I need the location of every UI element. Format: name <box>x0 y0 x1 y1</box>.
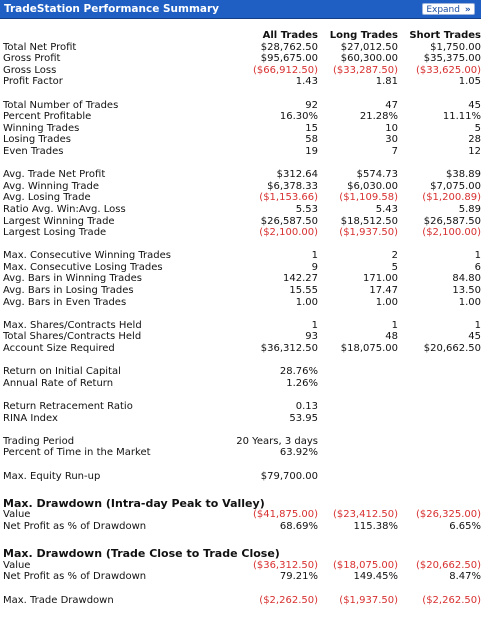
value-all-trades: 58 <box>305 134 318 146</box>
spacer-cell <box>0 308 481 320</box>
value-all-trades: 19 <box>305 145 318 157</box>
row-label: Max. Shares/Contracts Held <box>3 319 142 331</box>
row-label: Net Profit as % of Drawdown <box>3 571 147 583</box>
value-long-trades: ($23,412.50) <box>332 509 398 521</box>
chevron-down-icon: » <box>464 5 471 15</box>
table-row <box>0 343 481 355</box>
value-all-trades: $6,378.33 <box>267 180 318 192</box>
table-row <box>0 262 481 274</box>
value-all-trades: ($1,153.66) <box>259 192 318 204</box>
value-all-trades: $26,587.50 <box>260 215 318 227</box>
row-label: Avg. Trade Net Profit <box>3 169 106 181</box>
value-short-trades: $26,587.50 <box>423 215 481 227</box>
value-long-trades <box>318 378 398 390</box>
table-row <box>0 273 481 285</box>
row-label: Largest Winning Trade <box>3 215 115 227</box>
row-label: Avg. Bars in Even Trades <box>3 296 127 308</box>
value-all-trades: $79,700.00 <box>260 470 318 482</box>
value-long-trades: ($1,109.58) <box>339 192 398 204</box>
value-short-trades: 6.65% <box>449 520 481 532</box>
value-short-trades <box>398 447 481 459</box>
table-row <box>0 146 481 158</box>
value-long-trades: 149.45% <box>353 571 398 583</box>
value-short-trades: 1 <box>474 319 481 331</box>
value-short-trades: ($2,100.00) <box>422 227 481 239</box>
row-label: Profit Factor <box>3 76 63 88</box>
value-short-trades <box>398 378 481 390</box>
table-row <box>0 521 481 533</box>
spacer-cell <box>0 583 481 595</box>
value-all-trades: 79.21% <box>279 571 318 583</box>
value-long-trades: $574.73 <box>356 169 398 181</box>
table-row <box>0 413 481 425</box>
value-all-trades: 53.95 <box>289 412 318 424</box>
row-label: Percent of Time in the Market <box>3 447 151 459</box>
table-row <box>0 111 481 123</box>
table-row <box>0 216 481 228</box>
table-row <box>0 42 481 54</box>
row-label: Total Number of Trades <box>3 99 119 111</box>
spacer-row <box>0 355 481 367</box>
row-label: Return Retracement Ratio <box>3 401 133 412</box>
spacer-cell <box>0 424 481 436</box>
value-long-trades: 5 <box>391 261 398 273</box>
value-short-trades: $1,750.00 <box>430 41 481 53</box>
value-short-trades: 6 <box>474 261 481 273</box>
table-row <box>0 378 481 390</box>
value-short-trades: 5.89 <box>458 203 481 215</box>
value-all-trades: ($2,100.00) <box>259 227 318 239</box>
value-long-trades: 115.38% <box>353 520 398 532</box>
value-long-trades: 2 <box>391 250 398 262</box>
row-label: Total Net Profit <box>3 41 77 53</box>
value-long-trades: $18,075.00 <box>340 343 398 355</box>
value-long-trades: 171.00 <box>363 273 398 285</box>
table-row <box>0 285 481 297</box>
value-long-trades: 5.43 <box>375 203 398 215</box>
spacer-cell <box>0 158 481 170</box>
title-bar <box>0 0 481 19</box>
value-short-trades: 5 <box>474 122 481 134</box>
value-short-trades <box>398 366 481 378</box>
table-row <box>0 53 481 65</box>
expand-label: Expand <box>426 5 460 15</box>
row-label: Annual Rate of Return <box>3 377 114 389</box>
value-all-trades: 1 <box>311 319 318 331</box>
value-long-trades: $6,030.00 <box>347 180 398 192</box>
row-label: Percent Profitable <box>3 111 92 123</box>
row-label: Avg. Losing Trade <box>3 192 91 204</box>
value-long-trades: 17.47 <box>369 285 398 297</box>
spacer-row <box>0 424 481 436</box>
value-all-trades: ($41,875.00) <box>252 509 318 521</box>
spacer-row <box>0 533 481 545</box>
value-long-trades: 1 <box>391 319 398 331</box>
row-label: Total Shares/Contracts Held <box>3 331 142 343</box>
value-short-trades <box>398 413 481 425</box>
table-row <box>0 123 481 135</box>
row-label: Return on Initial Capital <box>3 366 121 378</box>
table-row <box>0 571 481 583</box>
value-short-trades: 28 <box>468 134 481 146</box>
value-long-trades: 1.00 <box>375 296 398 308</box>
column-header-short-trades: Short Trades <box>409 30 481 41</box>
value-all-trades: ($36,312.50) <box>252 559 318 571</box>
value-short-trades: ($1,200.89) <box>422 192 481 204</box>
row-label: Max. Equity Run-up <box>3 470 101 482</box>
value-short-trades: ($33,625.00) <box>415 64 481 76</box>
spacer-cell <box>0 482 481 494</box>
value-long-trades: 47 <box>385 99 398 111</box>
row-label: Avg. Winning Trade <box>3 180 100 192</box>
row-label: Ratio Avg. Win:Avg. Loss <box>3 203 126 215</box>
spacer-row <box>0 88 481 100</box>
table-row <box>0 297 481 309</box>
row-label: Winning Trades <box>3 122 80 134</box>
table-row <box>0 192 481 204</box>
value-all-trades: 93 <box>305 331 318 343</box>
value-all-trades: 1.00 <box>295 296 318 308</box>
value-short-trades: ($2,262.50) <box>422 594 481 606</box>
value-short-trades: 13.50 <box>452 285 481 297</box>
value-long-trades: ($18,075.00) <box>332 559 398 571</box>
value-long-trades <box>318 366 398 378</box>
row-label: Net Profit as % of Drawdown <box>3 520 147 532</box>
value-all-trades: 20 Years, 3 days <box>236 435 318 447</box>
row-label: Max. Consecutive Losing Trades <box>3 261 163 273</box>
value-all-trades: 1 <box>311 250 318 262</box>
row-label: Value <box>3 509 31 521</box>
row-label: Largest Losing Trade <box>3 227 107 239</box>
row-label: Max. Consecutive Winning Trades <box>3 250 171 262</box>
spacer-cell <box>0 459 481 471</box>
spacer-cell <box>0 239 481 251</box>
value-long-trades: $27,012.50 <box>340 41 398 53</box>
value-all-trades: 68.69% <box>279 520 318 532</box>
value-all-trades: 1.26% <box>286 377 318 389</box>
row-label: Value <box>3 559 31 571</box>
window-title: TradeStation Performance Summary <box>4 3 220 15</box>
row-label: Trading Period <box>3 435 75 447</box>
table-row <box>0 509 481 521</box>
row-label: Losing Trades <box>3 134 71 146</box>
row-label: Gross Loss <box>3 64 57 76</box>
value-all-trades: 1.43 <box>295 76 318 88</box>
value-short-trades: 1.05 <box>458 76 481 88</box>
value-all-trades: 15.55 <box>289 285 318 297</box>
row-label: RINA Index <box>3 412 58 424</box>
value-long-trades: 10 <box>385 122 398 134</box>
spacer-row <box>0 482 481 494</box>
value-short-trades: 11.11% <box>442 111 481 123</box>
section-heading-row <box>0 494 481 510</box>
value-all-trades: 92 <box>305 99 318 111</box>
section-heading-row <box>0 544 481 560</box>
row-label: Avg. Bars in Winning Trades <box>3 273 143 285</box>
row-label: Avg. Bars in Losing Trades <box>3 285 134 297</box>
spacer-cell <box>0 389 481 401</box>
value-short-trades <box>398 436 481 448</box>
value-long-trades: ($1,937.50) <box>339 227 398 239</box>
value-short-trades: $35,375.00 <box>423 53 481 65</box>
spacer-cell <box>0 533 481 545</box>
section-heading: Max. Drawdown (Intra-day Peak to Valley) <box>3 496 265 510</box>
value-all-trades: $312.64 <box>276 169 318 181</box>
value-long-trades: 1.81 <box>375 76 398 88</box>
value-long-trades <box>318 436 398 448</box>
spacer-cell <box>0 355 481 367</box>
value-all-trades: 5.53 <box>295 203 318 215</box>
value-all-trades: 63.92% <box>279 447 318 459</box>
row-label: Even Trades <box>3 145 64 157</box>
value-long-trades <box>318 471 398 483</box>
performance-table <box>0 30 481 606</box>
table-row <box>0 320 481 332</box>
value-short-trades: 45 <box>468 99 481 111</box>
value-long-trades <box>318 401 398 413</box>
table-row <box>0 560 481 572</box>
value-all-trades: 28.76% <box>279 366 318 378</box>
row-label: Gross Profit <box>3 53 61 65</box>
value-long-trades: 30 <box>385 134 398 146</box>
value-long-trades <box>318 413 398 425</box>
value-short-trades <box>398 401 481 413</box>
table-row <box>0 76 481 88</box>
value-long-trades: $60,300.00 <box>340 53 398 65</box>
spacer-row <box>0 389 481 401</box>
value-all-trades: $36,312.50 <box>260 343 318 355</box>
value-short-trades: $38.89 <box>446 169 481 181</box>
value-all-trades: 16.30% <box>279 111 318 123</box>
value-short-trades <box>398 471 481 483</box>
value-short-trades: $20,662.50 <box>423 343 481 355</box>
column-header-all-trades: All Trades <box>262 30 318 41</box>
column-header-long-trades: Long Trades <box>329 30 398 41</box>
value-long-trades: $18,512.50 <box>340 215 398 227</box>
spacer-row <box>0 308 481 320</box>
value-all-trades: ($66,912.50) <box>252 64 318 76</box>
table-row <box>0 100 481 112</box>
spacer-cell <box>0 88 481 100</box>
value-all-trades: $95,675.00 <box>260 53 318 65</box>
value-short-trades: 45 <box>468 331 481 343</box>
value-long-trades <box>318 447 398 459</box>
table-row <box>0 366 481 378</box>
table-row <box>0 204 481 216</box>
column-header-label <box>0 30 183 42</box>
value-short-trades: 12 <box>468 145 481 157</box>
spacer-row <box>0 459 481 471</box>
table-row <box>0 331 481 343</box>
table-row <box>0 436 481 448</box>
table-row <box>0 401 481 413</box>
value-short-trades: ($26,325.00) <box>415 509 481 521</box>
value-long-trades: 48 <box>385 331 398 343</box>
row-label: Max. Trade Drawdown <box>3 594 114 606</box>
expand-button[interactable] <box>422 3 475 15</box>
value-short-trades: 1 <box>474 250 481 262</box>
section-heading: Max. Drawdown (Trade Close to Trade Close) <box>3 547 280 561</box>
table-row <box>0 169 481 181</box>
table-row <box>0 227 481 239</box>
value-all-trades: 0.13 <box>295 401 318 412</box>
value-all-trades: 9 <box>311 261 318 273</box>
table-row <box>0 595 481 607</box>
value-all-trades: $28,762.50 <box>260 41 318 53</box>
value-long-trades: 7 <box>391 145 398 157</box>
table-row <box>0 471 481 483</box>
value-all-trades: ($2,262.50) <box>259 594 318 606</box>
value-short-trades: 84.80 <box>452 273 481 285</box>
value-short-trades: 8.47% <box>449 571 481 583</box>
table-header-row <box>0 30 481 42</box>
value-short-trades: ($20,662.50) <box>415 559 481 571</box>
value-all-trades: 15 <box>305 122 318 134</box>
value-short-trades: $7,075.00 <box>430 180 481 192</box>
spacer-row <box>0 239 481 251</box>
table-row <box>0 65 481 77</box>
value-all-trades: 142.27 <box>283 273 318 285</box>
table-row <box>0 447 481 459</box>
value-long-trades: ($1,937.50) <box>339 594 398 606</box>
table-row <box>0 134 481 146</box>
value-long-trades: ($33,287.50) <box>332 64 398 76</box>
spacer-row <box>0 158 481 170</box>
table-row <box>0 181 481 193</box>
table-row <box>0 250 481 262</box>
value-long-trades: 21.28% <box>359 111 398 123</box>
row-label: Account Size Required <box>3 343 115 355</box>
value-short-trades: 1.00 <box>458 296 481 308</box>
spacer-row <box>0 583 481 595</box>
